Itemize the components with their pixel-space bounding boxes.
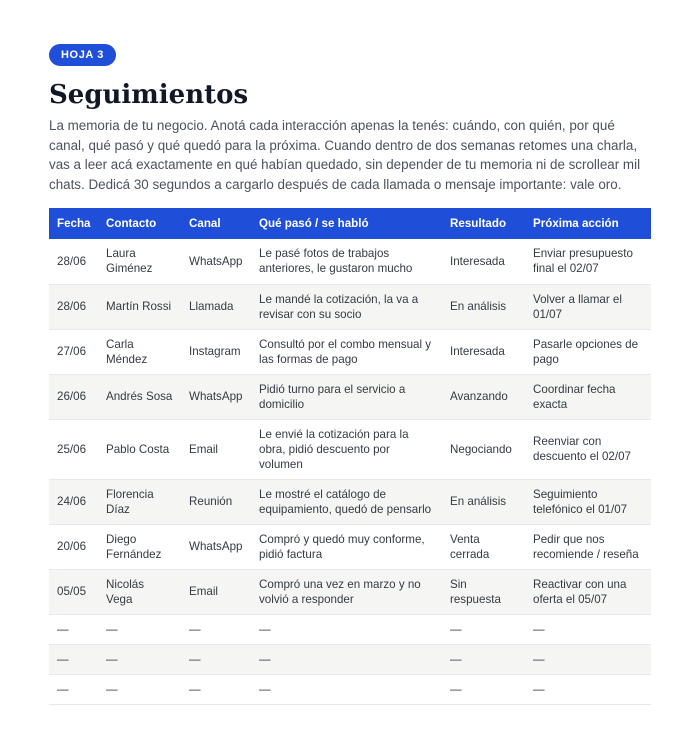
header-canal: Canal <box>181 208 251 239</box>
cell-proxima-accion: Coordinar fecha exacta <box>525 374 651 419</box>
table-row <box>49 479 651 524</box>
empty-cell: — <box>49 674 98 704</box>
cell-contacto: Carla Méndez <box>98 329 181 374</box>
cell-resultado: Negociando <box>442 419 525 479</box>
cell-fecha: 28/06 <box>49 239 98 284</box>
header-resultado: Resultado <box>442 208 525 239</box>
empty-cell: — <box>525 644 651 674</box>
intro-paragraph: La memoria de tu negocio. Anotá cada interacción apenas la tenés: cuándo, con quién, por qué canal, qué pasó y qué quedó para la próxima. Cuando dentro de dos semanas retomes una charla, vas a leer acá exactamente en qué habían quedado, sin depender de tu memoria ni de scrollear mil chats. Dedicá 30 segundos a cargarlo después de cada llamada o mensaje importante: vale oro. <box>49 118 641 192</box>
cell-resultado: Interesada <box>442 239 525 284</box>
cell-que-paso: Le pasé fotos de trabajos anteriores, le gustaron mucho <box>251 239 442 284</box>
cell-que-paso: Consultó por el combo mensual y las formas de pago <box>251 329 442 374</box>
cell-contacto: Florencia Díaz <box>98 479 181 524</box>
empty-cell: — <box>251 644 442 674</box>
cell-resultado: Sin respuesta <box>442 569 525 614</box>
table-row <box>49 569 651 614</box>
empty-cell: — <box>181 674 251 704</box>
empty-cell: — <box>98 614 181 644</box>
cell-resultado: Venta cerrada <box>442 524 525 569</box>
cell-proxima-accion: Pasarle opciones de pago <box>525 329 651 374</box>
cell-que-paso: Le mostré el catálogo de equipamiento, quedó de pensarlo <box>251 479 442 524</box>
cell-canal: WhatsApp <box>181 374 251 419</box>
header-contacto: Contacto <box>98 208 181 239</box>
empty-cell: — <box>181 614 251 644</box>
cell-que-paso: Le mandé la cotización, la va a revisar con su socio <box>251 284 442 329</box>
empty-cell: — <box>98 644 181 674</box>
cell-fecha: 25/06 <box>49 419 98 479</box>
cell-contacto: Andrés Sosa <box>98 374 181 419</box>
cell-fecha: 26/06 <box>49 374 98 419</box>
header-proxima-accion: Próxima acción <box>525 208 651 239</box>
table-row <box>49 374 651 419</box>
empty-cell: — <box>525 614 651 644</box>
table-row <box>49 284 651 329</box>
cell-canal: Email <box>181 569 251 614</box>
cell-contacto: Nicolás Vega <box>98 569 181 614</box>
empty-cell: — <box>49 644 98 674</box>
cell-resultado: Avanzando <box>442 374 525 419</box>
cell-canal: Reunión <box>181 479 251 524</box>
cell-que-paso: Compró y quedó muy conforme, pidió factura <box>251 524 442 569</box>
empty-cell: — <box>98 674 181 704</box>
cell-contacto: Diego Fernández <box>98 524 181 569</box>
cell-fecha: 27/06 <box>49 329 98 374</box>
cell-fecha: 24/06 <box>49 479 98 524</box>
cell-proxima-accion: Reactivar con una oferta el 05/07 <box>525 569 651 614</box>
cell-canal: Email <box>181 419 251 479</box>
cell-que-paso: Compró una vez en marzo y no volvió a responder <box>251 569 442 614</box>
cell-contacto: Pablo Costa <box>98 419 181 479</box>
cell-canal: Llamada <box>181 284 251 329</box>
table-header-row <box>49 208 651 239</box>
cell-fecha: 20/06 <box>49 524 98 569</box>
empty-cell: — <box>181 644 251 674</box>
empty-cell: — <box>525 674 651 704</box>
cell-contacto: Martín Rossi <box>98 284 181 329</box>
cell-resultado: En análisis <box>442 284 525 329</box>
cell-proxima-accion: Seguimiento telefónico el 01/07 <box>525 479 651 524</box>
cell-proxima-accion: Volver a llamar el 01/07 <box>525 284 651 329</box>
table-row <box>49 419 651 479</box>
empty-row <box>49 644 651 674</box>
table-row <box>49 524 651 569</box>
header-que-paso: Qué pasó / se habló <box>251 208 442 239</box>
sheet-badge: HOJA 3 <box>49 44 116 66</box>
cell-resultado: En análisis <box>442 479 525 524</box>
followups-table <box>49 208 651 705</box>
cell-fecha: 28/06 <box>49 284 98 329</box>
cell-proxima-accion: Reenviar con descuento el 02/07 <box>525 419 651 479</box>
empty-cell: — <box>442 674 525 704</box>
empty-cell: — <box>442 644 525 674</box>
worksheet-page <box>49 44 651 705</box>
header-fecha: Fecha <box>49 208 98 239</box>
cell-proxima-accion: Enviar presupuesto final el 02/07 <box>525 239 651 284</box>
cell-canal: Instagram <box>181 329 251 374</box>
table-row <box>49 329 651 374</box>
cell-que-paso: Le envié la cotización para la obra, pidió descuento por volumen <box>251 419 442 479</box>
cell-canal: WhatsApp <box>181 239 251 284</box>
empty-cell: — <box>49 614 98 644</box>
cell-canal: WhatsApp <box>181 524 251 569</box>
cell-resultado: Interesada <box>442 329 525 374</box>
empty-cell: — <box>442 614 525 644</box>
table-row <box>49 239 651 284</box>
cell-contacto: Laura Giménez <box>98 239 181 284</box>
empty-cell: — <box>251 614 442 644</box>
empty-row <box>49 674 651 704</box>
empty-row <box>49 614 651 644</box>
page-title: Seguimientos <box>49 80 249 110</box>
cell-proxima-accion: Pedir que nos recomiende / reseña <box>525 524 651 569</box>
cell-que-paso: Pidió turno para el servicio a domicilio <box>251 374 442 419</box>
empty-cell: — <box>251 674 442 704</box>
cell-fecha: 05/05 <box>49 569 98 614</box>
